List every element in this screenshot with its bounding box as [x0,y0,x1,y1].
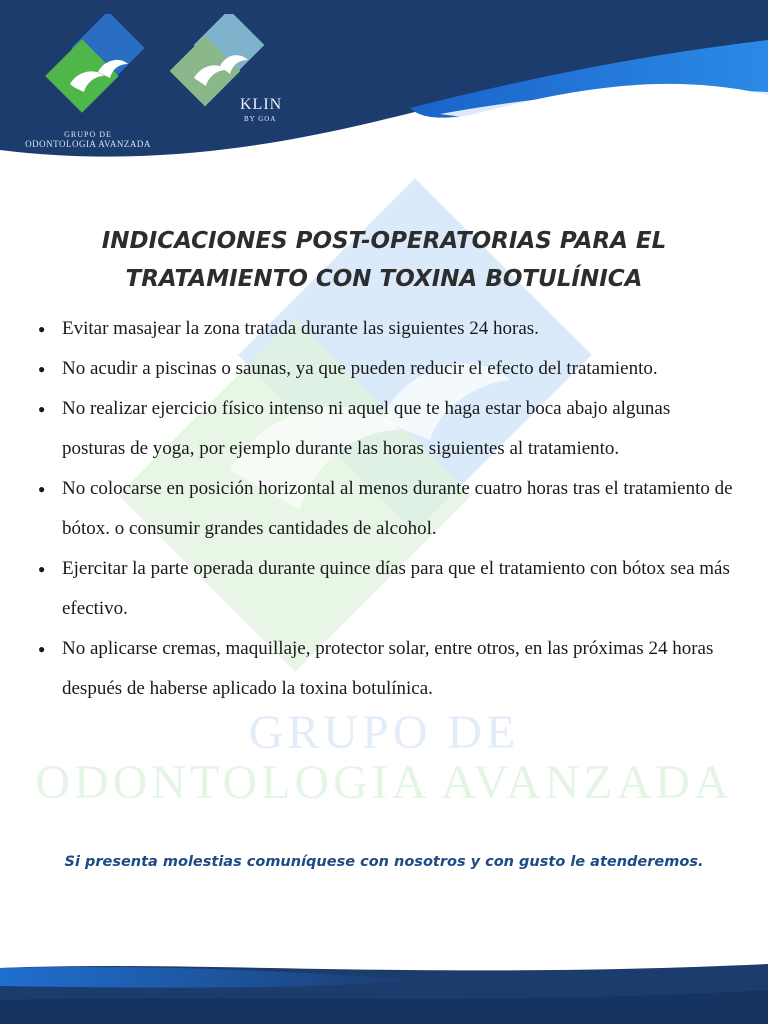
bullet-marker: ● [38,362,46,376]
instruction-item [34,389,734,469]
instruction-text: No aplicarse cremas, maquillaje, protector solar, entre otros, en las próximas 24 horas después de haberse aplicado la toxina botulínica. [62,638,714,699]
goa-logo-line2: ODONTOLOGIA AVANZADA [25,139,151,149]
bullet-marker: ● [38,402,46,416]
bullet-marker: ● [38,482,46,496]
klin-logo-line2: BY GOA [244,115,277,123]
instruction-item [34,469,734,549]
bullet-marker: ● [38,562,46,576]
instruction-text: No colocarse en posición horizontal al menos durante cuatro horas tras el tratamiento de bótox. o consumir grandes cantidades de alcohol. [62,478,733,539]
closing-note: Si presenta molestias comuníquese con nosotros y con gusto le atenderemos. [64,854,704,870]
instruction-text: No acudir a piscinas o saunas, ya que pueden reducir el efecto del tratamiento. [62,358,658,379]
watermark-text-line1: GRUPO DE [248,706,520,759]
document-title [60,222,708,298]
bullet-marker: ● [38,322,46,336]
instruction-text: Evitar masajear la zona tratada durante las siguientes 24 horas. [62,318,539,339]
instruction-text: Ejercitar la parte operada durante quince días para que el tratamiento con bótox sea más efectivo. [62,558,730,619]
goa-logo-line1: GRUPO DE [64,130,112,139]
instruction-item [34,349,734,389]
instruction-list [34,309,734,709]
instruction-item [34,549,734,629]
bullet-marker: ● [38,642,46,656]
instruction-item [34,309,734,349]
title-line-1: INDICACIONES POST-OPERATORIAS PARA EL [101,228,667,254]
footer-wave-banner [0,950,768,1024]
title-line-2: TRATAMIENTO CON TOXINA BOTULÍNICA [125,266,643,292]
instruction-text: No realizar ejercicio físico intenso ni aquel que te haga estar boca abajo algunas posturas de yoga, por ejemplo durante las horas siguientes al tratamiento. [62,398,671,459]
instruction-item [34,629,734,709]
watermark-text-line2: ODONTOLOGIA AVANZADA [35,756,733,809]
klin-logo-line1: KLIN [240,96,283,113]
